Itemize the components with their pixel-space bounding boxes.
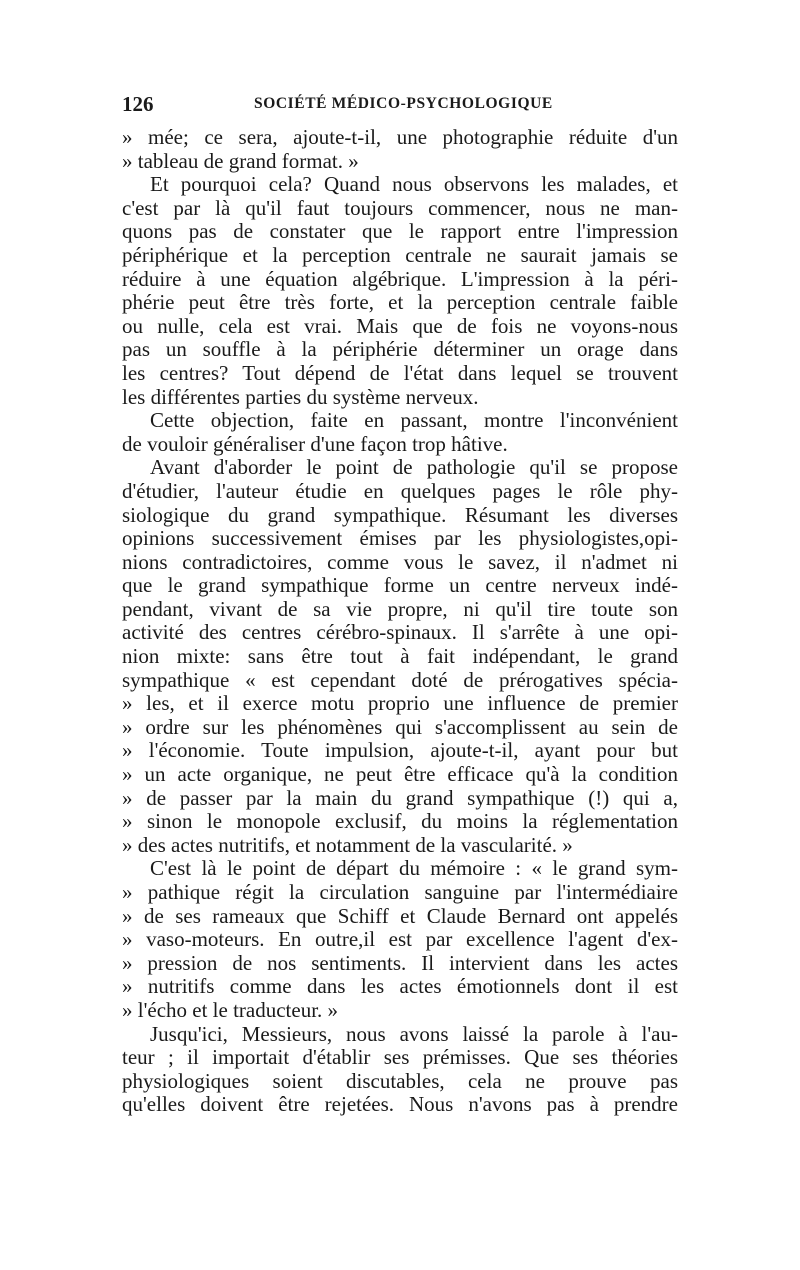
text-line: nions contradictoires, comme vous le savez, il n'admet ni: [122, 550, 678, 574]
text-line: C'est là le point de départ du mémoire : « le grand sym-: [150, 857, 678, 881]
text-line: les centres? Tout dépend de l'état dans lequel se trouvent: [122, 361, 678, 385]
text-line: pendant, vivant de sa vie propre, ni qu'il tire toute son: [122, 597, 678, 621]
text-line: les différentes parties du système nerveux.: [122, 385, 479, 409]
text-line: » un acte organique, ne peut être efficace qu'à la condition: [122, 763, 678, 787]
text-line: phérie peut être très forte, et la perception centrale faible: [122, 291, 678, 315]
page-number: 126: [122, 92, 154, 116]
text-line: » vaso-moteurs. En outre,il est par excellence l'agent d'ex-: [122, 928, 678, 952]
text-line: Avant d'aborder le point de pathologie qu'il se propose: [150, 456, 678, 480]
text-line: » tableau de grand format. »: [122, 149, 359, 173]
text-line: » pathique régit la circulation sanguine par l'intermédiaire: [122, 881, 678, 904]
text-line: nion mixte: sans être tout à fait indépendant, le grand: [122, 645, 678, 669]
text-line: périphérique et la perception centrale ne saurait jamais se: [122, 243, 678, 267]
body-text: [122, 126, 678, 1117]
running-header: [120, 92, 680, 120]
text-line: » pression de nos sentiments. Il intervient dans les actes: [122, 951, 678, 975]
text-line: » mée; ce sera, ajoute-t-il, une photographie réduite d'un: [122, 126, 678, 149]
text-line: » de passer par la main du grand sympathique (!) qui a,: [122, 786, 678, 810]
text-line: » des actes nutritifs, et notamment de la vascularité. »: [122, 833, 573, 857]
text-line: » nutritifs comme dans les actes émotionnels dont il est: [122, 975, 678, 999]
text-line: » les, et il exerce motu proprio une influence de premier: [122, 692, 678, 716]
text-line: que le grand sympathique forme un centre nerveux indé-: [122, 574, 678, 598]
text-line: quons pas de constater que le rapport entre l'impression: [122, 220, 678, 244]
text-line: teur ; il importait d'établir ses prémisses. Que ses théories: [122, 1046, 678, 1070]
text-line: » l'écho et le traducteur. »: [122, 998, 339, 1022]
text-line: réduire à une équation algébrique. L'impression à la péri-: [122, 267, 678, 291]
text-line: » l'économie. Toute impulsion, ajoute-t-il, ayant pour but: [122, 739, 678, 763]
text-line: c'est par là qu'il faut toujours commencer, nous ne man-: [122, 196, 678, 220]
text-line: pas un souffle à la périphérie déterminer un orage dans: [122, 338, 678, 362]
text-line: Et pourquoi cela? Quand nous observons les malades, et: [150, 173, 678, 197]
text-line: » de ses rameaux que Schiff et Claude Bernard ont appelés: [122, 904, 678, 928]
text-line: Jusqu'ici, Messieurs, nous avons laissé la parole à l'au-: [150, 1022, 678, 1046]
text-line: d'étudier, l'auteur étudie en quelques pages le rôle phy-: [122, 479, 678, 503]
running-title: SOCIÉTÉ MÉDICO-PSYCHOLOGIQUE: [254, 95, 553, 112]
text-line: physiologiques soient discutables, cela ne prouve pas: [122, 1069, 678, 1093]
text-line: » sinon le monopole exclusif, du moins la réglementation: [122, 810, 678, 834]
text-line: siologique du grand sympathique. Résumant les diverses: [122, 503, 678, 527]
text-line: de vouloir généraliser d'une façon trop hâtive.: [122, 432, 508, 456]
text-line: sympathique « est cependant doté de prérogatives spécia-: [122, 668, 678, 692]
text-line: ou nulle, cela est vrai. Mais que de fois ne voyons-nous: [122, 314, 678, 338]
text-line: Cette objection, faite en passant, montre l'inconvénient: [150, 409, 678, 433]
text-line: » ordre sur les phénomènes qui s'accomplissent au sein de: [122, 715, 678, 739]
text-line: qu'elles doivent être rejetées. Nous n'avons pas à prendre: [122, 1093, 678, 1117]
text-line: activité des centres cérébro-spinaux. Il s'arrête à une opi-: [122, 621, 678, 645]
text-line: opinions successivement émises par les physiologistes,opi-: [122, 527, 678, 551]
